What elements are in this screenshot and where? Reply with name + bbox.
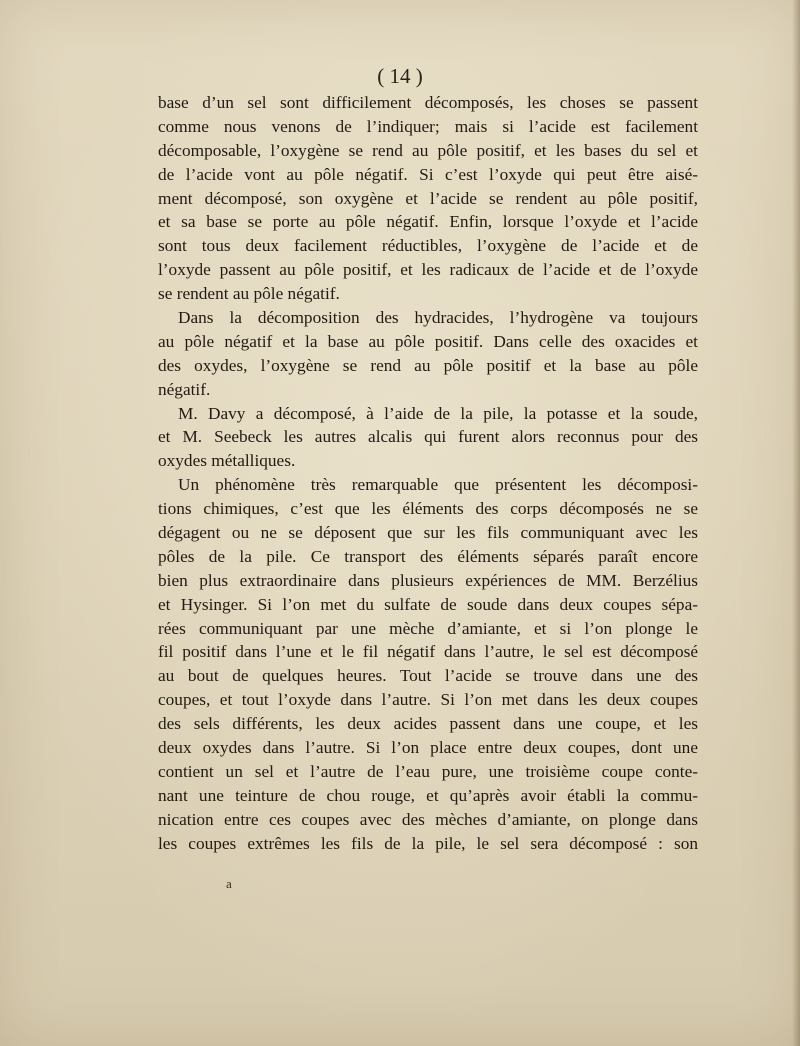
text-line: au pôle négatif et la base au pôle positif. Dans celle des oxacides et <box>158 331 698 351</box>
text-line: Dans la décomposition des hydracides, l’hydrogène va toujours <box>178 308 698 328</box>
text-line: tions chimiques, c’est que les éléments des corps décomposés ne se <box>158 499 698 519</box>
text-line: des sels différents, les deux acides passent dans une coupe, et les <box>158 714 698 734</box>
text-line: pôles de la pile. Ce transport des éléments séparés paraît encore <box>158 546 698 566</box>
text-line: se rendent au pôle négatif. <box>158 284 340 304</box>
text-line: M. Davy a décomposé, à l’aide de la pile, la potasse et la soude, <box>178 403 698 423</box>
page-number: ( 14 ) <box>377 64 423 88</box>
text-line: et M. Seebeck les autres alcalis qui furent alors reconnus pour des <box>158 427 698 447</box>
page-edge-shadow <box>792 0 800 1046</box>
text-line: deux oxydes dans l’autre. Si l’on place entre deux coupes, dont une <box>158 738 698 758</box>
body-text <box>158 91 698 856</box>
text-line: Un phénomène très remarquable que présentent les décomposi- <box>178 475 698 495</box>
text-line: et Hysinger. Si l’on met du sulfate de soude dans deux coupes sépa- <box>158 594 698 614</box>
signature-mark: a <box>226 876 232 891</box>
text-line: contient un sel et l’autre de l’eau pure, une troisième coupe conte- <box>158 761 698 781</box>
text-line: au bout de quelques heures. Tout l’acide se trouve dans une des <box>158 666 698 686</box>
text-line: négatif. <box>158 379 211 399</box>
text-line: des oxydes, l’oxygène se rend au pôle positif et la base au pôle <box>158 355 698 375</box>
text-line: et sa base se porte au pôle négatif. Enfin, lorsque l’oxyde et l’acide <box>158 212 698 232</box>
text-line: ment décomposé, son oxygène et l’acide se rendent au pôle positif, <box>158 188 698 208</box>
text-line: décomposable, l’oxygène se rend au pôle positif, et les bases du sel et <box>158 140 698 160</box>
text-line: base d’un sel sont difficilement décomposés, les choses se passent <box>158 93 698 112</box>
text-line: comme nous venons de l’indiquer; mais si l’acide est facilement <box>158 116 698 136</box>
text-line: coupes, et tout l’oxyde dans l’autre. Si l’on met dans les deux coupes <box>158 690 698 710</box>
text-line: bien plus extraordinaire dans plusieurs expériences de MM. Berzélius <box>158 570 698 590</box>
text-line: les coupes extrêmes les fils de la pile, le sel sera décomposé : son <box>158 833 698 853</box>
text-line: l’oxyde passent au pôle positif, et les radicaux de l’acide et de l’oxyde <box>158 260 698 280</box>
text-line: de l’acide vont au pôle négatif. Si c’est l’oxyde qui peut être aisé- <box>158 164 698 184</box>
text-line: oxydes métalliques. <box>158 451 296 471</box>
text-line: dégagent ou ne se déposent que sur les fils communiquant avec les <box>158 523 698 543</box>
text-line: nant une teinture de chou rouge, et qu’après avoir établi la commu- <box>158 785 698 805</box>
text-line: fil positif dans l’une et le fil négatif dans l’autre, le sel est décomposé <box>158 642 698 662</box>
text-line: sont tous deux facilement réductibles, l’oxygène de l’acide et de <box>158 236 698 256</box>
text-line: rées communiquant par une mèche d’amiante, et si l’on plonge le <box>158 618 698 638</box>
text-line: nication entre ces coupes avec des mèches d’amiante, on plonge dans <box>158 809 698 829</box>
